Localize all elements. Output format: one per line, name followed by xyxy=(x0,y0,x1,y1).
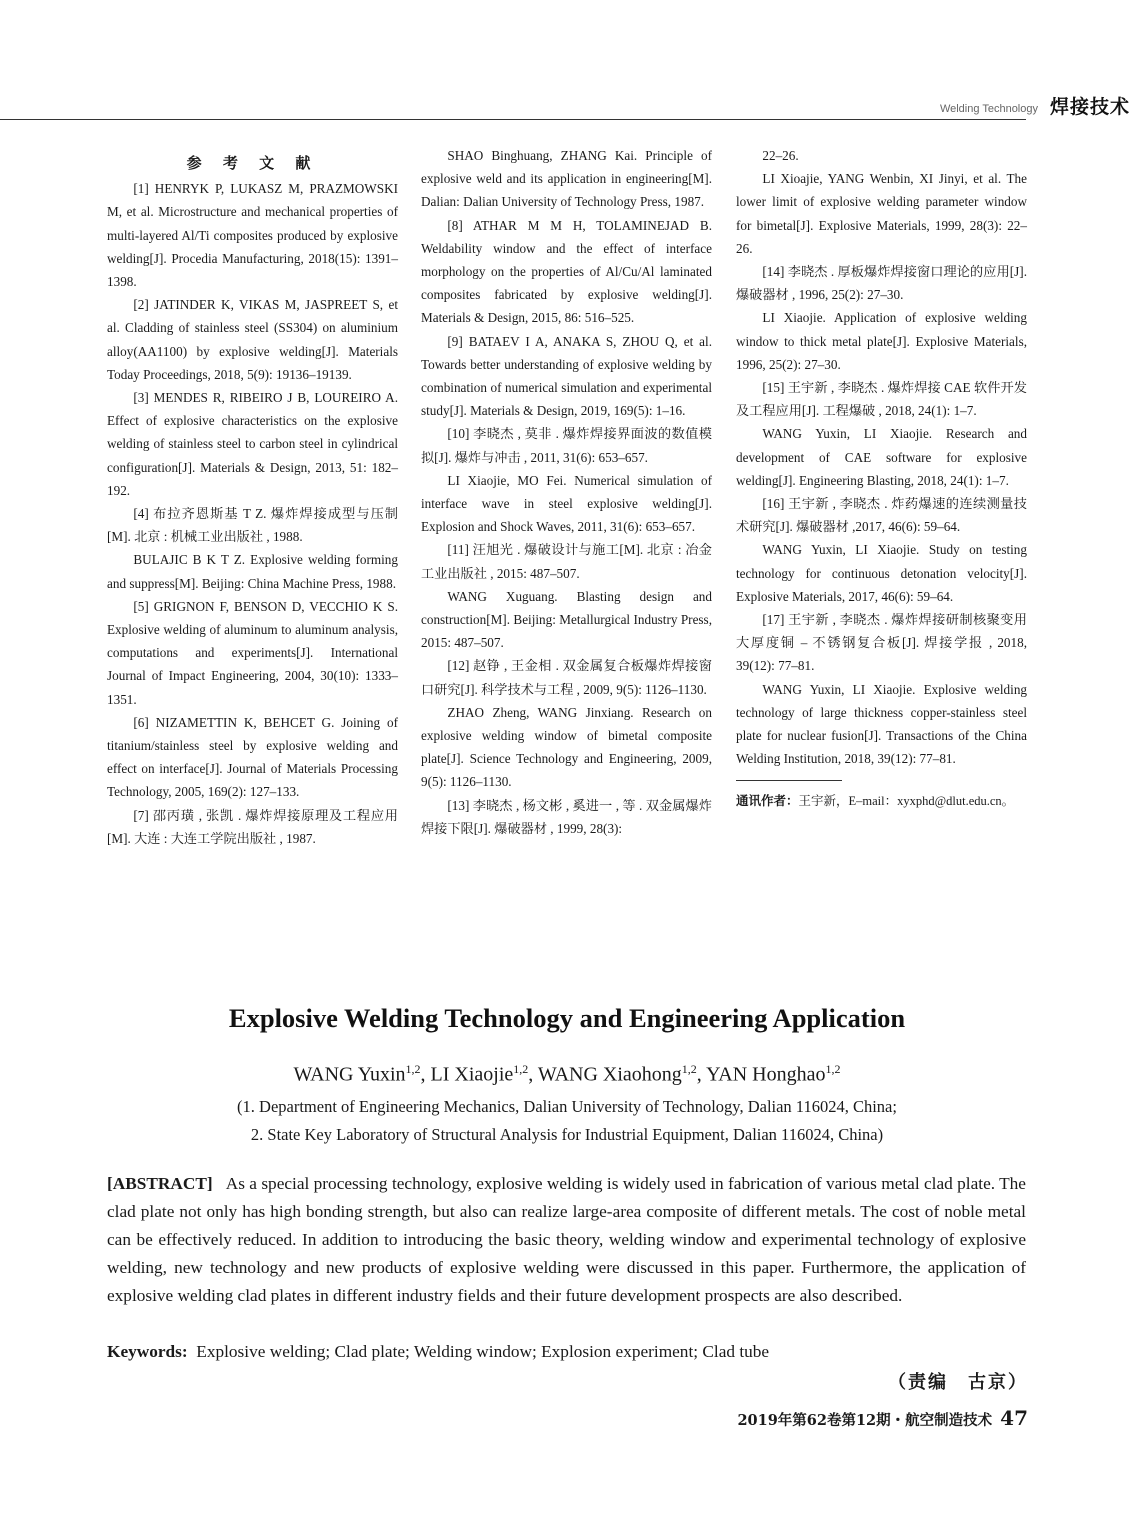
footnote-rule xyxy=(736,780,842,781)
author-affiliation-mark: 1,2 xyxy=(681,1062,697,1076)
abstract xyxy=(107,1170,1026,1310)
editor-note: （责编 古京） xyxy=(888,1372,1028,1393)
correspondence-text: 王宇新，E–mail：xyxphd@dlut.edu.cn。 xyxy=(798,794,1015,809)
english-authors xyxy=(0,1062,1134,1087)
reference-entry: [4] 布拉齐恩斯基 T Z. 爆炸焊接成型与压制[M]. 北京 : 机械工业出版社 , 1988. xyxy=(107,506,398,545)
author-affiliation-mark: 1,2 xyxy=(405,1062,421,1076)
keywords xyxy=(107,1340,1026,1364)
affiliation-2: 2. State Key Laboratory of Structural Analysis for Industrial Equipment, Dalian 116024, China) xyxy=(250,1125,884,1144)
header-chinese: 焊接技术 xyxy=(1049,96,1130,118)
reference-entry: BULAJIC B K T Z. Explosive welding forming and suppress[M]. Beijing: China Machine Press, 1988. xyxy=(107,552,398,591)
keywords-label: Keywords: xyxy=(107,1342,188,1361)
reference-entry: [8] ATHAR M M H, TOLAMINEJAD B. Weldability window and the effect of interface morphology on the properties of Al/Cu/Al laminated composites fabricated by explosive welding[J]. Materials & Design, 2015, 86: 516–525. xyxy=(421,217,712,326)
english-title: Explosive Welding Technology and Engineering Application xyxy=(228,1003,906,1033)
reference-entry: SHAO Binghuang, ZHANG Kai. Principle of explosive weld and its application in engineering[M]. Dalian: Dalian University of Technology Press, 1987. xyxy=(421,148,712,210)
references-column-3 xyxy=(736,144,1027,814)
reference-entry: [17] 王宇新 , 李晓杰 . 爆炸焊接研制核聚变用大厚度铜 – 不锈钢复合板[J]. 焊接学报 , 2018, 39(12): 77–81. xyxy=(736,612,1027,674)
reference-entry: LI Xiaojie. Application of explosive welding window to thick metal plate[J]. Explosive Materials, 1996, 25(2): 27–30. xyxy=(736,310,1027,372)
references-title: 参 考 文 献 xyxy=(186,154,319,172)
reference-entry: LI Xioajie, YANG Wenbin, XI Jinyi, et al. The lower limit of explosive welding parameter window for bimetal[J]. Explosive Materials, 1999, 28(3): 22–26. xyxy=(736,171,1027,256)
reference-entry: [1] HENRYK P, LUKASZ M, PRAZMOWSKI M, et al. Microstructure and mechanical properties of multi-layered Al/Ti composites produced by explosive welding[J]. Procedia Manufacturing, 2018(15): 1391–1398. xyxy=(107,181,398,290)
header-rule xyxy=(0,0,1026,120)
abstract-text: As a special processing technology, explosive welding is widely used in fabrication of various metal clad plate. The clad plate not only has high bonding strength, but also can realize large-area composite of different metals. The cost of noble metal can be effectively reduced. In addition to introducing the basic theory, welding window and experimental technology of explosive welding, new technology and new products of explosive welding were discussed in this paper. Furthermore, the application of explosive welding clad plates in different industry fields and their future development prospects are also described. xyxy=(107,1174,1026,1305)
references-list-2 xyxy=(421,144,712,840)
author-affiliation-mark: 1,2 xyxy=(825,1062,841,1076)
reference-entry: [13] 李晓杰 , 杨文彬 , 奚进一 , 等 . 双金属爆炸焊接下限[J]. 爆破器材 , 1999, 28(3): xyxy=(421,797,712,836)
affiliation-1: (1. Department of Engineering Mechanics, Dalian University of Technology, Dalian 116024, China; xyxy=(237,1097,897,1116)
reference-entry: [14] 李晓杰 . 厚板爆炸焊接窗口理论的应用[J]. 爆破器材 , 1996, 25(2): 27–30. xyxy=(736,264,1027,303)
reference-entry: [3] MENDES R, RIBEIRO J B, LOUREIRO A. Effect of explosive characteristics on the explosive welding of stainless steel to carbon steel in cylindrical configuration[J]. Materials & Design, 2013, 51: 182–192. xyxy=(107,390,398,498)
author-name: LI Xiaojie xyxy=(430,1063,514,1086)
footer-journal: 2019年第62卷第12期・航空制造技术 xyxy=(737,1412,993,1429)
keywords-text: Explosive welding; Clad plate; Welding window; Explosion experiment; Clad tube xyxy=(196,1342,770,1361)
reference-entry: [9] BATAEV I A, ANAKA S, ZHOU Q, et al. Towards better understanding of explosive welding by combination of numerical simulation and experimental study[J]. Materials & Design, 2019, 169(5): 1–16. xyxy=(421,333,712,419)
author-name: WANG Yuxin xyxy=(293,1063,406,1086)
reference-entry: WANG Xuguang. Blasting design and construction[M]. Beijing: Metallurgical Industry Press, 2015: 487–507. xyxy=(421,588,712,651)
page-footer xyxy=(737,1406,1028,1430)
reference-entry: [15] 王宇新 , 李晓杰 . 爆炸焊接 CAE 软件开发及工程应用[J]. 工程爆破 , 2018, 24(1): 1–7. xyxy=(736,380,1027,419)
reference-entry: [5] GRIGNON F, BENSON D, VECCHIO K S. Explosive welding of aluminum to aluminum analysis, computations and experiments[J]. International Journal of Impact Engineering, 2004, 30(10): 1333–1351. xyxy=(107,598,398,707)
correspondence-note xyxy=(736,789,1027,813)
correspondence-label: 通讯作者： xyxy=(736,793,799,809)
references-list-3 xyxy=(736,144,1027,770)
references-column-1 xyxy=(107,144,398,850)
reference-entry: ZHAO Zheng, WANG Jinxiang. Research on explosive welding window of bimetal composite plate[J]. Science Technology and Engineering, 2009, 9(5): 1126–1130. xyxy=(421,704,712,790)
author-name: YAN Honghao xyxy=(706,1063,826,1086)
page-number: 47 xyxy=(1000,1406,1028,1430)
reference-entry: WANG Yuxin, LI Xiaojie. Research and development of CAE software for explosive welding[J]. Engineering Blasting, 2018, 24(1): 1–7. xyxy=(736,426,1027,488)
author-separator: , xyxy=(528,1063,538,1086)
reference-entry: [6] NIZAMETTIN K, BEHCET G. Joining of titanium/stainless steel by explosive welding and effect on interface[J]. Journal of Materials Processing Technology, 2005, 169(2): 127–133. xyxy=(107,714,398,800)
reference-entry: LI Xiaojie, MO Fei. Numerical simulation of interface wave in steel explosive welding[J]. Explosion and Shock Waves, 2011, 31(6): 653–657. xyxy=(421,472,712,535)
author-name: WANG Xiaohong xyxy=(537,1063,682,1086)
references-column-2 xyxy=(421,144,712,840)
reference-entry: [12] 赵铮 , 王金相 . 双金属复合板爆炸焊接窗口研究[J]. 科学技术与工程 , 2009, 9(5): 1126–1130. xyxy=(421,658,712,697)
author-separator: , xyxy=(696,1063,707,1086)
reference-entry: [7] 邵丙璜 , 张凯 . 爆炸焊接原理及工程应用[M]. 大连 : 大连工学院出版社 , 1987. xyxy=(107,807,398,846)
reference-entry: WANG Yuxin, LI Xiaojie. Study on testing technology for continuous detonation velocity[J]. Explosive Materials, 2017, 46(6): 59–64. xyxy=(736,542,1027,604)
references-list-1 xyxy=(107,177,398,850)
header-english: Welding Technology xyxy=(939,103,1038,115)
reference-entry: [11] 汪旭光 . 爆破设计与施工[M]. 北京 : 冶金工业出版社 , 2015: 487–507. xyxy=(421,542,712,581)
author-affiliation-mark: 1,2 xyxy=(513,1062,529,1076)
reference-entry: [2] JATINDER K, VIKAS M, JASPREET S, et al. Cladding of stainless steel (SS304) on aluminium alloy(AA1100) by explosive welding[J]. Materials Today Proceedings, 2018, 5(9): 19136–19139. xyxy=(107,297,398,382)
reference-entry: 22–26. xyxy=(762,148,799,163)
reference-entry: WANG Yuxin, LI Xiaojie. Explosive welding technology of large thickness copper-stainless steel plate for nuclear fusion[J]. Transactions of the China Welding Institution, 2018, 39(12): 77–81. xyxy=(736,681,1027,767)
reference-entry: [16] 王宇新 , 李晓杰 . 炸药爆速的连续测量技术研究[J]. 爆破器材 ,2017, 46(6): 59–64. xyxy=(736,496,1027,535)
abstract-label: [ABSTRACT] xyxy=(107,1174,213,1193)
author-separator: , xyxy=(420,1063,431,1086)
reference-entry: [10] 李晓杰 , 莫非 . 爆炸焊接界面波的数值模拟[J]. 爆炸与冲击 , 2011, 31(6): 653–657. xyxy=(421,426,712,465)
